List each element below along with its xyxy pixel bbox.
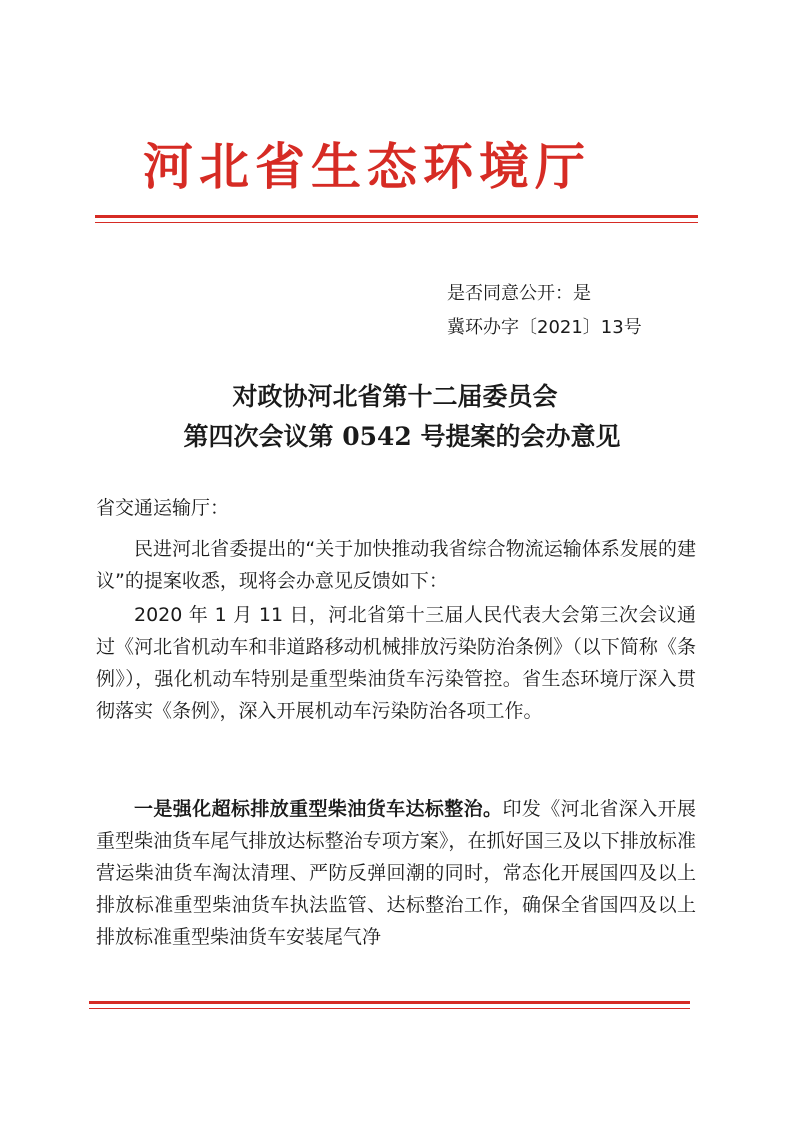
letterhead-red-rule-thick bbox=[95, 215, 698, 218]
salutation: 省交通运输厅： bbox=[96, 497, 230, 519]
paragraph-3-lead: 一是强化超标排放重型柴油货车达标整治。 bbox=[134, 798, 503, 820]
public-disclosure-note: 是否同意公开：是 bbox=[447, 283, 591, 304]
document-title-line-2: 第四次会议第 0542 号提案的会办意见 bbox=[183, 422, 621, 451]
letterhead-red-rule-thin bbox=[95, 222, 698, 223]
document-number: 冀环办字〔2021〕13号 bbox=[447, 317, 642, 338]
body-paragraph-2: 2020 年 1 月 11 日，河北省第十三届人民代表大会第三次会议通过《河北省机动车和非道路移动机械排放污染防治条例》（以下简称《条例》），强化机动车特别是重型柴油货车污染管控。省生态环境厅深入贯彻落实《条例》，深入开展机动车污染防治各项工作。 bbox=[96, 604, 696, 722]
paragraph-3-text: 印发《河北省深入开展重型柴油货车尾气排放达标整治专项方案》，在抓好国三及以下排放标准营运柴油货车淘汰清理、严防反弹回潮的同时，常态化开展国四及以上排放标准重型柴油货车执法监管、达标整治工作，确保全省国四及以上排放标准重型柴油货车安装尾气净 bbox=[96, 798, 696, 948]
body-paragraph-1: 民进河北省委提出的“关于加快推动我省综合物流运输体系发展的建议”的提案收悉，现将会办意见反馈如下： bbox=[96, 538, 696, 592]
footer-red-rule-thick bbox=[89, 1001, 690, 1004]
footer-red-rule-thin bbox=[89, 1008, 690, 1009]
body-paragraph-3 bbox=[96, 793, 696, 953]
agency-letterhead-title: 河北省生态环境厅 bbox=[143, 137, 591, 196]
document-title-line-1: 对政协河北省第十二届委员会 bbox=[232, 382, 558, 411]
